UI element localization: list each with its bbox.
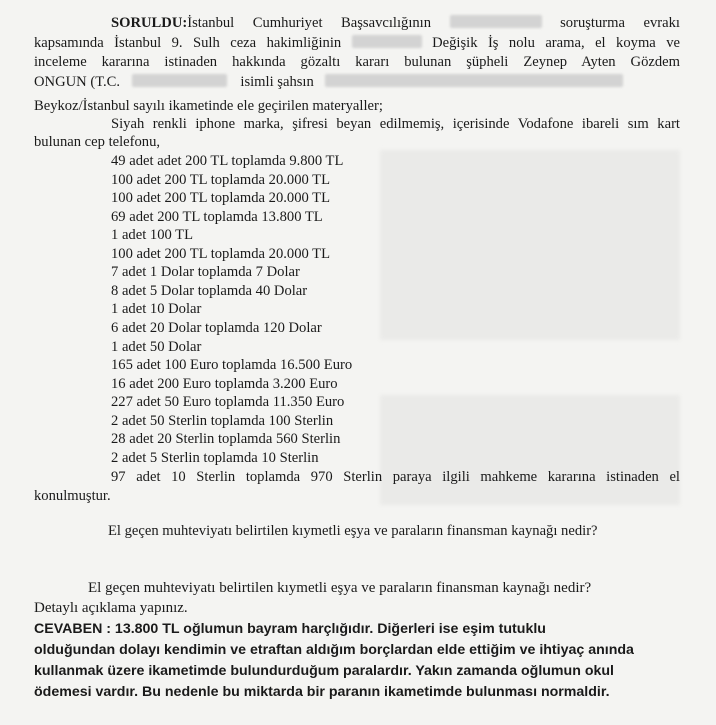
list-item: 1 adet 10 Dolar (111, 301, 202, 318)
answer-line-1: CEVABEN : 13.800 TL oğlumun bayram harçlığıdır. Diğerleri ise eşim tutuklu (34, 621, 546, 637)
header-line-1: SORULDU:İstanbul Cumhuriyet Başsavcılığının soruşturma evrakı (111, 15, 680, 31)
header-line-6: Siyah renkli iphone marka, şifresi beyan edilmemiş, içerisinde Vodafone ibareli sım kart (111, 116, 680, 132)
list-item: 28 adet 20 Sterlin toplamda 560 Sterlin (111, 431, 341, 448)
redacted-block (325, 74, 623, 87)
paper-bleed-through (380, 395, 680, 505)
list-item: 8 adet 5 Dolar toplamda 40 Dolar (111, 282, 308, 299)
closing-line-2: konulmuştur. (34, 488, 111, 504)
list-item: 69 adet 200 TL toplamda 13.800 TL (111, 208, 323, 225)
header-line-4: ONGUN (T.C. isimli şahsın (34, 73, 680, 91)
header-line-2: kapsamında İstanbul 9. Sulh ceza hakimliğinin Değişik İş nolu arama, el koyma ve (34, 35, 680, 51)
list-item: 100 adet 200 TL toplamda 20.000 TL (111, 171, 331, 188)
question-2-line-1: El geçen muhteviyatı belirtilen kıymetli eşya ve paraların finansman kaynağı nedir? (88, 580, 592, 596)
list-item: 6 adet 20 Dolar toplamda 120 Dolar (111, 319, 322, 336)
question-2-line-2: Detaylı açıklama yapınız. (34, 600, 188, 616)
redacted-block (352, 35, 422, 48)
answer-line-2: olduğundan dolayı kendimin ve etraftan aldığım borçlardan elde ettiğim ve ihtiyaç anında (34, 642, 634, 658)
list-item: 49 adet adet 200 TL toplamda 9.800 TL (111, 153, 344, 169)
list-item: 7 adet 1 Dolar toplamda 7 Dolar (111, 264, 300, 281)
list-item: 227 adet 50 Euro toplamda 11.350 Euro (111, 394, 345, 411)
list-item: 16 adet 200 Euro toplamda 3.200 Euro (111, 375, 338, 392)
question-1: El geçen muhteviyatı belirtilen kıymetli eşya ve paraların finansman kaynağı nedir? (108, 523, 598, 539)
header-line-7: bulunan cep telefonu, (34, 134, 161, 150)
list-item: 100 adet 200 TL toplamda 20.000 TL (111, 245, 331, 262)
header-line-3: inceleme kararına istinaden hakkında gözaltı kararı bulunan şüpheli Zeynep Ayten Gözdem (34, 54, 680, 70)
answer-line-4: ödemesi vardır. Bu nedenle bu miktarda bir paranın ikametimde bulunması normaldir. (34, 684, 610, 700)
paper-bleed-through (380, 150, 680, 340)
closing-line-1: 97 adet 10 Sterlin toplamda 970 Sterlin paraya ilgili mahkeme kararına istinaden el (111, 469, 680, 485)
redacted-block (450, 15, 542, 28)
list-item: 2 adet 5 Sterlin toplamda 10 Sterlin (111, 449, 319, 466)
list-item: 1 adet 50 Dolar (111, 338, 202, 355)
list-item: 2 adet 50 Sterlin toplamda 100 Sterlin (111, 412, 334, 429)
header-line-5: Beykoz/İstanbul sayılı ikametinde ele geçirilen materyaller; (34, 98, 383, 114)
list-item: 100 adet 200 TL toplamda 20.000 TL (111, 190, 331, 207)
list-item: 1 adet 100 TL (111, 227, 194, 244)
redacted-block (132, 74, 227, 87)
list-item: 165 adet 100 Euro toplamda 16.500 Euro (111, 357, 353, 374)
answer-line-3: kullanmak üzere ikametimde bulundurduğum paralardır. Yakın zamanda oğlumun okul (34, 663, 614, 679)
